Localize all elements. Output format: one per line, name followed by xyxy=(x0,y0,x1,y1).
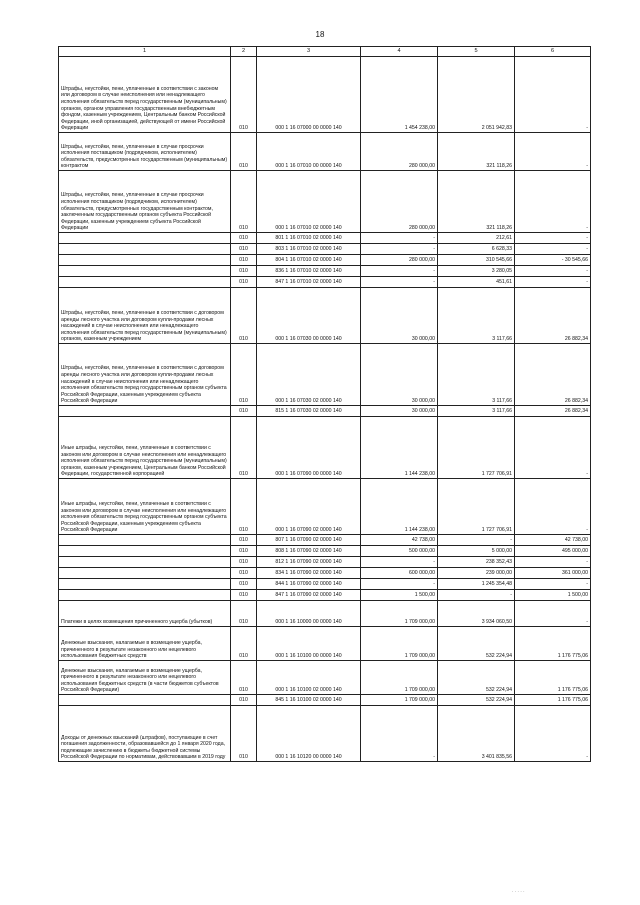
approved-amount-cell: 600 000,00 xyxy=(361,568,438,579)
approved-amount-cell: - xyxy=(361,244,438,255)
budget-code-cell: 000 1 16 10100 00 0000 140 xyxy=(257,627,361,661)
budget-code-cell: 803 1 16 07010 02 0000 140 xyxy=(257,244,361,255)
header-cell: 2 xyxy=(231,47,257,57)
approved-amount-cell: 1 709 000,00 xyxy=(361,627,438,661)
row-name-cell xyxy=(59,277,231,288)
budget-code-cell: 804 1 16 07010 02 0000 140 xyxy=(257,255,361,266)
unexecuted-amount-cell: - xyxy=(515,244,591,255)
unexecuted-amount-cell: 1 176 775,06 xyxy=(515,695,591,706)
unexecuted-amount-cell: - xyxy=(515,233,591,244)
unexecuted-amount-cell: - 30 545,66 xyxy=(515,255,591,266)
line-code-cell: 010 xyxy=(231,706,257,762)
budget-code-cell: 801 1 16 07010 02 0000 140 xyxy=(257,233,361,244)
budget-code-cell: 847 1 16 07090 02 0000 140 xyxy=(257,590,361,601)
unexecuted-amount-cell: 361 000,00 xyxy=(515,568,591,579)
approved-amount-cell: - xyxy=(361,266,438,277)
executed-amount-cell: 532 224,94 xyxy=(438,695,515,706)
line-code-cell: 010 xyxy=(231,277,257,288)
header-cell: 1 xyxy=(59,47,231,57)
table-body xyxy=(59,57,591,762)
row-name-cell: Штрафы, неустойки, пени, уплаченные в случае просрочки исполнения поставщиком (подрядчиком, исполнителем) обязательств, предусмотренных государственным (муниципальным) контрактом xyxy=(59,133,231,171)
header-cell: 5 xyxy=(438,47,515,57)
budget-code-cell: 808 1 16 07090 02 0000 140 xyxy=(257,546,361,557)
budget-code-cell: 000 1 16 07030 00 0000 140 xyxy=(257,288,361,344)
budget-code-cell: 000 1 16 07010 00 0000 140 xyxy=(257,133,361,171)
header-cell: 4 xyxy=(361,47,438,57)
approved-amount-cell: 1 454 238,00 xyxy=(361,57,438,133)
line-code-cell: 010 xyxy=(231,695,257,706)
unexecuted-amount-cell: 26 882,34 xyxy=(515,288,591,344)
approved-amount-cell: 30 000,00 xyxy=(361,288,438,344)
line-code-cell: 010 xyxy=(231,233,257,244)
line-code-cell: 010 xyxy=(231,661,257,695)
line-code-cell: 010 xyxy=(231,417,257,479)
unexecuted-amount-cell: - xyxy=(515,266,591,277)
table-row xyxy=(59,417,591,479)
row-name-cell: Доходы от денежных взысканий (штрафов), поступающие в счет погашения задолженности, образовавшейся до 1 января 2020 года, подлежащие зачислению в бюджеты бюджетной системы Российской Федерации по нормативам, действовавшим в 2019 году xyxy=(59,706,231,762)
executed-amount-cell: 3 117,66 xyxy=(438,344,515,406)
line-code-cell: 010 xyxy=(231,266,257,277)
unexecuted-amount-cell: - xyxy=(515,706,591,762)
row-name-cell xyxy=(59,695,231,706)
unexecuted-amount-cell: - xyxy=(515,579,591,590)
line-code-cell: 010 xyxy=(231,133,257,171)
executed-amount-cell: 1 245 354,48 xyxy=(438,579,515,590)
budget-code-cell: 000 1 16 10120 00 0000 140 xyxy=(257,706,361,762)
approved-amount-cell: 1 709 000,00 xyxy=(361,661,438,695)
approved-amount-cell: 1 500,00 xyxy=(361,590,438,601)
table-row xyxy=(59,266,591,277)
table-row xyxy=(59,557,591,568)
unexecuted-amount-cell: - xyxy=(515,277,591,288)
header-cell: 6 xyxy=(515,47,591,57)
row-name-cell: Штрафы, неустойки, пени, уплаченные в соответствии с договором аренды лесного участка или договором купли-продажи лесных насаждений в случае неисполнения или ненадлежащего исполнения обязательств перед государственным (муниципальным) органом, казенным учреждением xyxy=(59,288,231,344)
row-name-cell xyxy=(59,255,231,266)
approved-amount-cell: 1 144 238,00 xyxy=(361,479,438,535)
line-code-cell: 010 xyxy=(231,557,257,568)
table-row xyxy=(59,233,591,244)
line-code-cell: 010 xyxy=(231,535,257,546)
executed-amount-cell: 532 224,94 xyxy=(438,627,515,661)
revenue-table xyxy=(58,46,591,762)
line-code-cell: 010 xyxy=(231,288,257,344)
row-name-cell: Денежные взыскания, налагаемые в возмещение ущерба, причиненного в результате незаконного или нецелевого использования бюджетных средств xyxy=(59,627,231,661)
executed-amount-cell: 5 000,00 xyxy=(438,546,515,557)
header-cell: 3 xyxy=(257,47,361,57)
table-row xyxy=(59,601,591,627)
executed-amount-cell: 310 545,66 xyxy=(438,255,515,266)
header-row xyxy=(59,47,591,57)
executed-amount-cell: 1 727 706,91 xyxy=(438,417,515,479)
row-name-cell xyxy=(59,568,231,579)
approved-amount-cell: 30 000,00 xyxy=(361,344,438,406)
approved-amount-cell: - xyxy=(361,706,438,762)
unexecuted-amount-cell: 26 882,34 xyxy=(515,406,591,417)
table-row xyxy=(59,57,591,133)
line-code-cell: 010 xyxy=(231,568,257,579)
row-name-cell: Иные штрафы, неустойки, пени, уплаченные в соответствии с законом или договором в случае неисполнения или ненадлежащего исполнения обязательств перед государственным органом субъекта Российской Федерации, казенным учреждением субъекта Российской Федерации xyxy=(59,479,231,535)
executed-amount-cell: 239 000,00 xyxy=(438,568,515,579)
table-row xyxy=(59,579,591,590)
budget-code-cell: 000 1 16 10000 00 0000 140 xyxy=(257,601,361,627)
executed-amount-cell: 1 727 706,91 xyxy=(438,479,515,535)
executed-amount-cell: 321 118,26 xyxy=(438,171,515,233)
executed-amount-cell: 3 934 060,50 xyxy=(438,601,515,627)
budget-code-cell: 000 1 16 07090 02 0000 140 xyxy=(257,479,361,535)
budget-code-cell: 844 1 16 07090 02 0000 140 xyxy=(257,579,361,590)
executed-amount-cell: - xyxy=(438,535,515,546)
line-code-cell: 010 xyxy=(231,171,257,233)
executed-amount-cell: 3 117,66 xyxy=(438,406,515,417)
executed-amount-cell: 532 224,94 xyxy=(438,661,515,695)
unexecuted-amount-cell: - xyxy=(515,417,591,479)
row-name-cell xyxy=(59,406,231,417)
executed-amount-cell: 321 118,26 xyxy=(438,133,515,171)
table-row xyxy=(59,695,591,706)
table-row xyxy=(59,288,591,344)
table-row xyxy=(59,627,591,661)
line-code-cell: 010 xyxy=(231,244,257,255)
page-number: 18 xyxy=(315,30,325,39)
unexecuted-amount-cell: 1 500,00 xyxy=(515,590,591,601)
unexecuted-amount-cell: 1 176 775,06 xyxy=(515,627,591,661)
line-code-cell: 010 xyxy=(231,627,257,661)
budget-code-cell: 000 1 16 07000 00 0000 140 xyxy=(257,57,361,133)
unexecuted-amount-cell: 26 882,34 xyxy=(515,344,591,406)
line-code-cell: 010 xyxy=(231,479,257,535)
table-row xyxy=(59,706,591,762)
budget-code-cell: 834 1 16 07090 02 0000 140 xyxy=(257,568,361,579)
approved-amount-cell: 280 000,00 xyxy=(361,171,438,233)
row-name-cell xyxy=(59,266,231,277)
approved-amount-cell: - xyxy=(361,557,438,568)
unexecuted-amount-cell: - xyxy=(515,171,591,233)
line-code-cell: 010 xyxy=(231,344,257,406)
unexecuted-amount-cell: - xyxy=(515,601,591,627)
table-row xyxy=(59,171,591,233)
executed-amount-cell: 212,61 xyxy=(438,233,515,244)
row-name-cell: Иные штрафы, неустойки, пени, уплаченные в соответствии с законом или договором в случае неисполнения или ненадлежащего исполнения обязательств перед государственным (муниципальным) органом, казенным учреждением, Центральным банком Российской Федерации, государственной корпорацией xyxy=(59,417,231,479)
unexecuted-amount-cell: - xyxy=(515,557,591,568)
executed-amount-cell: - xyxy=(438,590,515,601)
row-name-cell xyxy=(59,546,231,557)
executed-amount-cell: 2 051 942,83 xyxy=(438,57,515,133)
approved-amount-cell: 1 144 238,00 xyxy=(361,417,438,479)
unexecuted-amount-cell: - xyxy=(515,133,591,171)
budget-code-cell: 836 1 16 07010 02 0000 140 xyxy=(257,266,361,277)
row-name-cell: Штрафы, неустойки, пени, уплаченные в случае просрочки исполнения поставщиком (подрядчиком, исполнителем) обязательств, предусмотренных государственным контрактом, заключенным государственным органом субъекта Российской Федерации, казенным учреждением субъекта Российской Федерации xyxy=(59,171,231,233)
approved-amount-cell: - xyxy=(361,579,438,590)
table-row xyxy=(59,546,591,557)
unexecuted-amount-cell: 495 000,00 xyxy=(515,546,591,557)
budget-code-cell: 000 1 16 07030 02 0000 140 xyxy=(257,344,361,406)
approved-amount-cell: 1 709 000,00 xyxy=(361,601,438,627)
table-row xyxy=(59,244,591,255)
line-code-cell: 010 xyxy=(231,57,257,133)
table-row xyxy=(59,568,591,579)
budget-code-cell: 807 1 16 07090 02 0000 140 xyxy=(257,535,361,546)
executed-amount-cell: 6 628,33 xyxy=(438,244,515,255)
approved-amount-cell: 1 709 000,00 xyxy=(361,695,438,706)
line-code-cell: 010 xyxy=(231,590,257,601)
table-row xyxy=(59,255,591,266)
line-code-cell: 010 xyxy=(231,255,257,266)
line-code-cell: 010 xyxy=(231,601,257,627)
row-name-cell xyxy=(59,535,231,546)
approved-amount-cell: 500 000,00 xyxy=(361,546,438,557)
line-code-cell: 010 xyxy=(231,406,257,417)
budget-code-cell: 000 1 16 10100 02 0000 140 xyxy=(257,661,361,695)
row-name-cell: Платежи в целях возмещения причиненного ущерба (убытков) xyxy=(59,601,231,627)
row-name-cell xyxy=(59,233,231,244)
approved-amount-cell: 30 000,00 xyxy=(361,406,438,417)
budget-code-cell: 815 1 16 07030 02 0000 140 xyxy=(257,406,361,417)
approved-amount-cell: - xyxy=(361,277,438,288)
approved-amount-cell: 42 738,00 xyxy=(361,535,438,546)
scan-artifact: . . . . . xyxy=(512,888,525,894)
table-row xyxy=(59,133,591,171)
unexecuted-amount-cell: 42 738,00 xyxy=(515,535,591,546)
unexecuted-amount-cell: 1 176 775,06 xyxy=(515,661,591,695)
table-row xyxy=(59,479,591,535)
unexecuted-amount-cell: - xyxy=(515,479,591,535)
line-code-cell: 010 xyxy=(231,579,257,590)
row-name-cell xyxy=(59,557,231,568)
table-row xyxy=(59,661,591,695)
row-name-cell xyxy=(59,244,231,255)
budget-code-cell: 845 1 16 10100 02 0000 140 xyxy=(257,695,361,706)
table-row xyxy=(59,535,591,546)
table-row xyxy=(59,277,591,288)
row-name-cell xyxy=(59,590,231,601)
approved-amount-cell: 280 000,00 xyxy=(361,133,438,171)
executed-amount-cell: 451,61 xyxy=(438,277,515,288)
row-name-cell: Денежные взыскания, налагаемые в возмещение ущерба, причиненного в результате незаконного или нецелевого использования бюджетных средств (в части бюджетов субъектов Российской Федерации) xyxy=(59,661,231,695)
approved-amount-cell: 280 000,00 xyxy=(361,255,438,266)
budget-code-cell: 000 1 16 07090 00 0000 140 xyxy=(257,417,361,479)
table-row xyxy=(59,590,591,601)
unexecuted-amount-cell: - xyxy=(515,57,591,133)
budget-code-cell: 000 1 16 07010 02 0000 140 xyxy=(257,171,361,233)
approved-amount-cell: - xyxy=(361,233,438,244)
line-code-cell: 010 xyxy=(231,546,257,557)
executed-amount-cell: 3 117,66 xyxy=(438,288,515,344)
table-row xyxy=(59,344,591,406)
row-name-cell xyxy=(59,579,231,590)
executed-amount-cell: 3 401 835,56 xyxy=(438,706,515,762)
executed-amount-cell: 238 352,43 xyxy=(438,557,515,568)
row-name-cell: Штрафы, неустойки, пени, уплаченные в соответствии с договором аренды лесного участка или договором купли-продажи лесных насаждений в случае неисполнения или ненадлежащего исполнения обязательств перед государственным органом субъекта Российской Федерации, казенным учреждением субъекта Российской Федерации xyxy=(59,344,231,406)
row-name-cell: Штрафы, неустойки, пени, уплаченные в соответствии с законом или договором в случае неисполнения или ненадлежащего исполнения обязательств перед государственным (муниципальным) органом, органом управления государственным внебюджетным фондом, казенным учреждением, Центральным банком Российской Федерации, иной организацией, действующей от имени Российской Федерации xyxy=(59,57,231,133)
table-row xyxy=(59,406,591,417)
executed-amount-cell: 3 280,05 xyxy=(438,266,515,277)
budget-code-cell: 812 1 16 07090 02 0000 140 xyxy=(257,557,361,568)
budget-code-cell: 847 1 16 07010 02 0000 140 xyxy=(257,277,361,288)
